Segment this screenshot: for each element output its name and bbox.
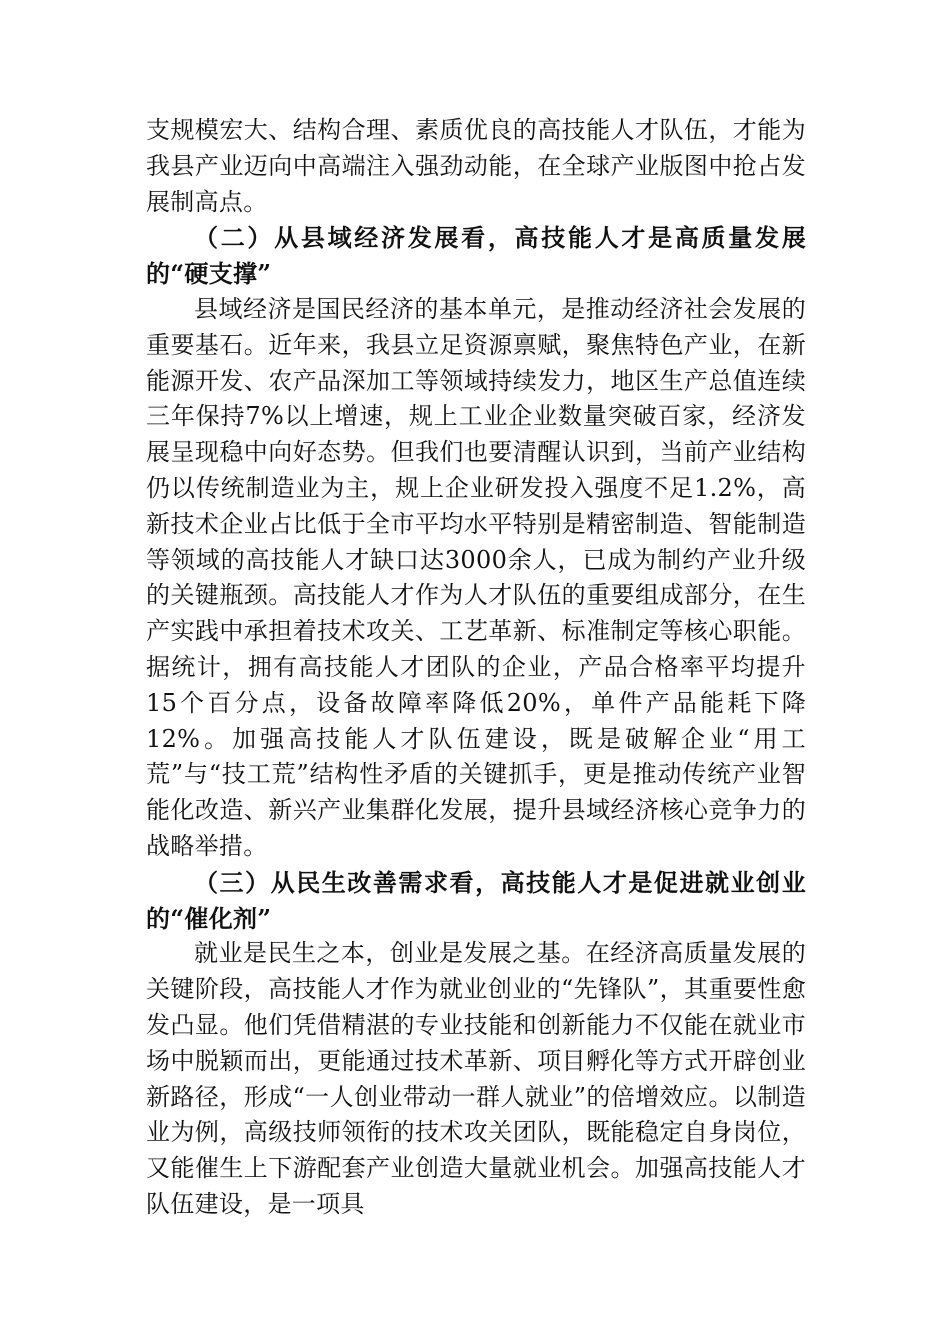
paragraph-county-economy: 县域经济是国民经济的基本单元，是推动经济社会发展的重要基石。近年来，我县立足资源禀赋，聚焦特色产业，在新能源开发、农产品深加工等领域持续发力，地区生产总值连续三年保持7%以上增速，规上工业企业数量突破百家，经济发展呈现稳中向好态势。但我们也要清醒认识到，当前产业结构仍以传统制造业为主，规上企业研发投入强度不足1.2%，高新技术企业占比低于全市平均水平特别是精密制造、智能制造等领域的高技能人才缺口达3000余人，已成为制约产业升级的关键瓶颈。高技能人才作为人才队伍的重要组成部分，在生产实践中承担着技术攻关、工艺革新、标准制定等核心职能。据统计，拥有高技能人才团队的企业，产品合格率平均提升15个百分点，设备故障率降低20%，单件产品能耗下降12%。加强高技能人才队伍建设，既是破解企业“用工荒”与“技工荒”结构性矛盾的关键抓手，更是推动传统产业智能化改造、新兴产业集群化发展，提升县域经济核心竞争力的战略举措。 bbox=[146, 294, 806, 860]
paragraph-continuation: 支规模宏大、结构合理、素质优良的高技能人才队伍，才能为我县产业迈向中高端注入强劲动能，在全球产业版图中抢占发展制高点。 bbox=[146, 116, 806, 216]
section-heading-2: （二）从县域经济发展看，高技能人才是高质量发展的“硬支撑” bbox=[146, 223, 806, 289]
document-body bbox=[146, 113, 806, 1223]
paragraph-employment: 就业是民生之本，创业是发展之基。在经济高质量发展的关键阶段，高技能人才作为就业创业的“先锋队”，其重要性愈发凸显。他们凭借精湛的专业技能和创新能力不仅能在就业市场中脱颖而出，更能通过技术革新、项目孵化等方式开辟创业新路径，形成“一人创业带动一群人就业”的倍增效应。以制造业为例，高级技师领衔的技术攻关团队，既能稳定自身岗位，又能催生上下游配套产业创造大量就业机会。加强高技能人才队伍建设，是一项具 bbox=[146, 939, 806, 1218]
section-heading-3: （三）从民生改善需求看，高技能人才是促进就业创业的“催化剂” bbox=[146, 867, 806, 933]
